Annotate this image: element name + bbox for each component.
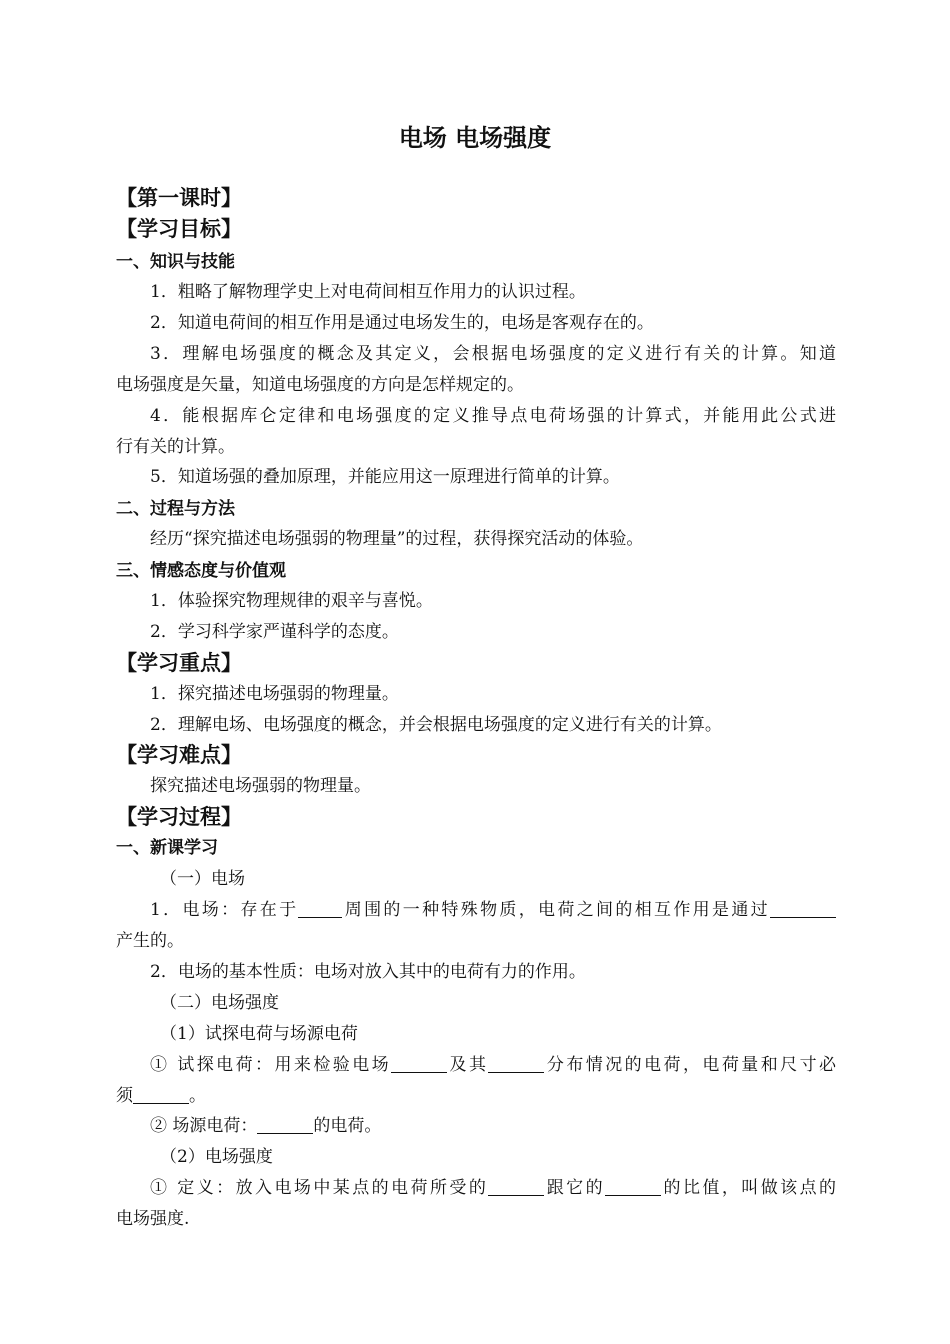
strength-definition-line-2: 电场强度. bbox=[116, 1209, 190, 1229]
strength-definition-text-3: 的比值，叫做该点的 bbox=[661, 1178, 837, 1198]
knowledge-item-3-line-2: 电场强度是矢量，知道电场强度的方向是怎样规定的。 bbox=[116, 375, 524, 395]
source-charge-text-2: 的电荷。 bbox=[313, 1116, 382, 1136]
heading-knowledge: 一、知识与技能 bbox=[116, 252, 235, 272]
section-goals: 【学习目标】 bbox=[116, 217, 242, 241]
difficulty-1: 探究描述电场强弱的物理量。 bbox=[150, 776, 371, 796]
knowledge-item-5: 5．知道场强的叠加原理，并能应用这一原理进行简单的计算。 bbox=[150, 467, 620, 487]
test-charge-text-2: 及其 bbox=[447, 1055, 489, 1075]
knowledge-item-4-line-1: 4．能根据库仑定律和电场强度的定义推导点电荷场强的计算式，并能用此公式进 bbox=[150, 406, 836, 426]
page-title: 电场 电场强度 bbox=[398, 124, 552, 152]
heading-process: 二、过程与方法 bbox=[116, 499, 235, 519]
key-point-2: 2．理解电场、电场强度的概念，并会根据电场强度的定义进行有关的计算。 bbox=[150, 715, 722, 735]
source-charge-line bbox=[150, 1111, 836, 1136]
knowledge-item-1: 1．粗略了解物理学史上对电荷间相互作用力的认识过程。 bbox=[150, 282, 586, 302]
strength-definition-text-1: ① 定义：放入电场中某点的电荷所受的 bbox=[150, 1178, 489, 1198]
section-difficulties: 【学习难点】 bbox=[116, 743, 242, 767]
field-property: 2．电场的基本性质：电场对放入其中的电荷有力的作用。 bbox=[150, 962, 586, 982]
fill-in-blank[interactable] bbox=[488, 1055, 544, 1073]
section-lesson: 【第一课时】 bbox=[116, 186, 242, 210]
fill-in-blank[interactable] bbox=[257, 1116, 313, 1134]
emotion-item-1: 1．体验探究物理规律的艰辛与喜悦。 bbox=[150, 591, 433, 611]
strength-definition-line-1 bbox=[150, 1173, 836, 1198]
fill-in-blank[interactable] bbox=[770, 900, 836, 918]
fill-in-blank[interactable] bbox=[488, 1178, 544, 1196]
test-charge-line-1 bbox=[150, 1050, 836, 1075]
process-item-1: 经历“探究描述电场强弱的物理量”的过程，获得探究活动的体验。 bbox=[150, 529, 644, 549]
knowledge-item-2: 2．知道电荷间的相互作用是通过电场发生的，电场是客观存在的。 bbox=[150, 313, 654, 333]
subheading-electric-field: （一）电场 bbox=[160, 869, 245, 889]
subheading-field-strength-def: （2）电场强度 bbox=[160, 1147, 273, 1167]
key-point-1: 1．探究描述电场强弱的物理量。 bbox=[150, 684, 399, 704]
test-charge-text-5: 。 bbox=[189, 1086, 206, 1106]
heading-new-lesson: 一、新课学习 bbox=[116, 838, 218, 858]
knowledge-item-4-line-2: 行有关的计算。 bbox=[116, 437, 235, 457]
strength-definition-text-2: 跟它的 bbox=[544, 1178, 606, 1198]
field-definition-text-1: 1．电场：存在于 bbox=[150, 900, 299, 920]
emotion-item-2: 2．学习科学家严谨科学的态度。 bbox=[150, 622, 399, 642]
fill-in-blank[interactable] bbox=[298, 900, 342, 918]
field-definition-line-2: 产生的。 bbox=[116, 931, 184, 951]
heading-emotion: 三、情感态度与价值观 bbox=[116, 561, 286, 581]
test-charge-text-1: ① 试探电荷：用来检验电场 bbox=[150, 1055, 392, 1075]
fill-in-blank[interactable] bbox=[605, 1178, 661, 1196]
fill-in-blank[interactable] bbox=[133, 1086, 189, 1104]
field-definition-text-2: 周围的一种特殊物质，电荷之间的相互作用是通过 bbox=[342, 900, 770, 920]
section-key-points: 【学习重点】 bbox=[116, 651, 242, 675]
section-learning-process: 【学习过程】 bbox=[116, 805, 242, 829]
test-charge-text-3: 分布情况的电荷，电荷量和尺寸必 bbox=[544, 1055, 837, 1075]
fill-in-blank[interactable] bbox=[391, 1055, 447, 1073]
subheading-test-charge: （1）试探电荷与场源电荷 bbox=[160, 1024, 358, 1044]
subheading-field-strength: （二）电场强度 bbox=[160, 993, 279, 1013]
field-definition-line-1 bbox=[150, 895, 836, 920]
knowledge-item-3-line-1: 3．理解电场强度的概念及其定义，会根据电场强度的定义进行有关的计算。知道 bbox=[150, 344, 836, 364]
source-charge-text-1: ② 场源电荷： bbox=[150, 1116, 258, 1136]
test-charge-line-2 bbox=[116, 1081, 836, 1106]
test-charge-text-4: 须 bbox=[116, 1086, 133, 1106]
